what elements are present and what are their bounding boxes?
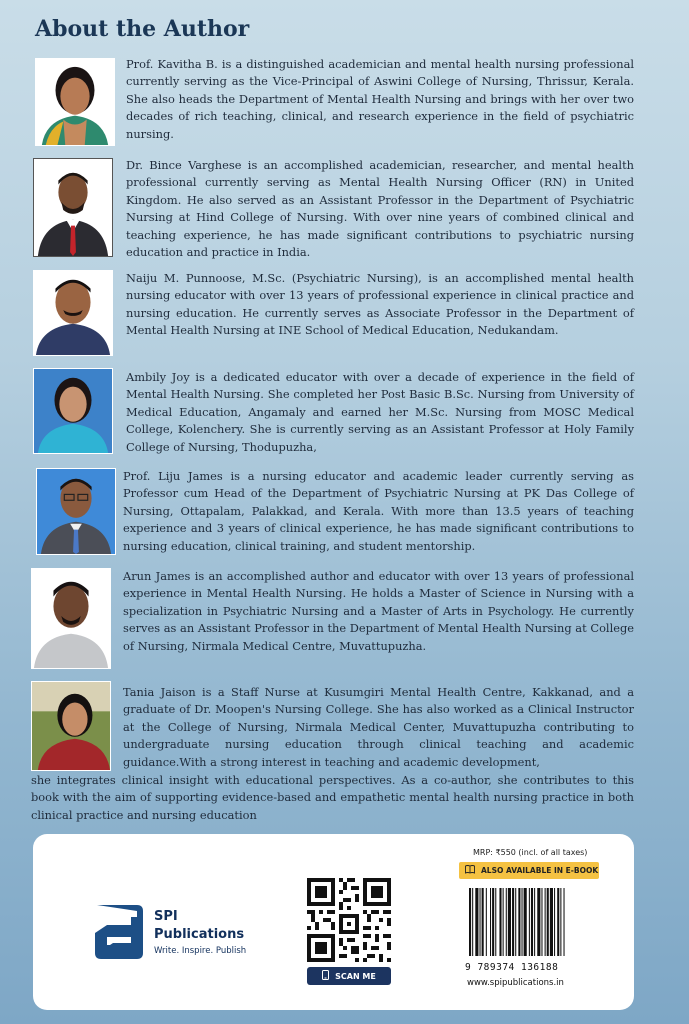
author-photo-ambily	[33, 368, 113, 454]
publisher-website[interactable]: www.spipublications.in	[467, 978, 564, 988]
page-title: About the Author	[35, 16, 250, 42]
author-photo-arun	[31, 568, 111, 669]
qr-code-icon[interactable]	[307, 878, 391, 962]
publisher-name-line2: Publications	[154, 927, 245, 942]
scan-me-label: SCAN ME	[335, 971, 376, 981]
author-bio-kavitha: Prof. Kavitha B. is a distinguished academician and mental health nursing professional currently serving as the Vice-Principal of Aswini College of Nursing, Thrissur, Kerala. She also heads the Department of Mental Health Nursing and brings with her over two decades of rich teaching, clinical, and research experience in the field of psychiatric nursing.	[126, 57, 634, 141]
ebook-badge	[459, 862, 599, 879]
publisher-card	[33, 834, 634, 1010]
ebook-label: ALSO AVAILABLE IN E-BOOK	[481, 866, 599, 875]
author-photo-tania	[31, 681, 111, 771]
publisher-name-line1: SPI	[154, 909, 178, 924]
author-bio-bince: Dr. Bince Varghese is an accomplished academician, researcher, and mental health professional currently serving as Mental Health Nursing Officer (RN) in United Kingdom. He also served as an Assistant Professor in the Department of Psychiatric Nursing at Hind College of Nursing. With over nine years of combined clinical and teaching experience, he has made significant contributions to psychiatric nursing education and practice in India.	[126, 158, 634, 260]
publisher-tagline: Write. Inspire. Publish	[154, 946, 247, 956]
scan-me-button[interactable]	[307, 967, 391, 985]
author-photo-bince	[33, 158, 113, 257]
author-bio-naiju: Naiju M. Punnoose, M.Sc. (Psychiatric Nursing), is an accomplished mental health nursing educator with over 13 years of professional experience in clinical practice and nursing education. He currently serves as Associate Professor in the Department of Mental Health Nursing at INE School of Medical Education, Nedukandam.	[126, 271, 634, 338]
mrp-label: MRP: ₹550 (incl. of all taxes)	[473, 848, 588, 857]
phone-icon	[322, 970, 329, 982]
author-bio-tania-bottom: she integrates clinical insight with educational perspectives. As a co-author, she contributes to this book with the aim of supporting evidence-based and empathetic mental health nursing practice in both clinical practice and nursing education	[31, 773, 634, 822]
spi-logo-icon	[93, 903, 145, 961]
author-photo-kavitha	[35, 58, 115, 146]
author-bio-arun: Arun James is an accomplished author and educator with over 13 years of professional experience in Mental Health Nursing. He holds a Master of Science in Nursing with a specialization in Psychiatric Nursing and a Master of Arts in Psychology. He currently serves as an Assistant Professor in the Department of Mental Health Nursing at College of Nursing, Nirmala Medical Centre, Muvattupuzha.	[123, 569, 634, 653]
author-photo-naiju	[33, 270, 113, 356]
isbn-digits: 9 789374 136188	[465, 962, 559, 973]
author-bio-ambily: Ambily Joy is a dedicated educator with over a decade of experience in the field of Mental Health Nursing. She completed her Post Basic B.Sc. Nursing from University of Medical Education, Angamaly and earned her M.Sc. Nursing from MOSC Medical College, Kolenchery. She is currently serving as an Assistant Professor at Holy Family College of Nursing, Thodupuzha,	[126, 370, 634, 454]
author-photo-liju	[36, 468, 116, 555]
book-icon	[465, 865, 475, 876]
author-bio-tania-top: Tania Jaison is a Staff Nurse at Kusumgiri Mental Health Centre, Kakkanad, and a graduate of Dr. Moopen's Nursing College. She has also worked as a Clinical Instructor at the College of Nursing, Nirmala Medical Center, Muvattupuzha contributing to undergraduate nursing education through clinical teaching and academic guidance.With a strong interest in teaching and academic development,	[123, 685, 634, 769]
publisher-name	[154, 908, 244, 944]
author-bio-liju: Prof. Liju James is a nursing educator and academic leader currently serving as Professor cum Head of the Department of Psychiatric Nursing at PK Das College of Nursing, Ottapalam, Palakkad, and Kerala. With more than 13.5 years of teaching experience and 3 years of clinical experience, he has made significant contributions to nursing education, clinical training, and student mentorship.	[123, 469, 634, 553]
